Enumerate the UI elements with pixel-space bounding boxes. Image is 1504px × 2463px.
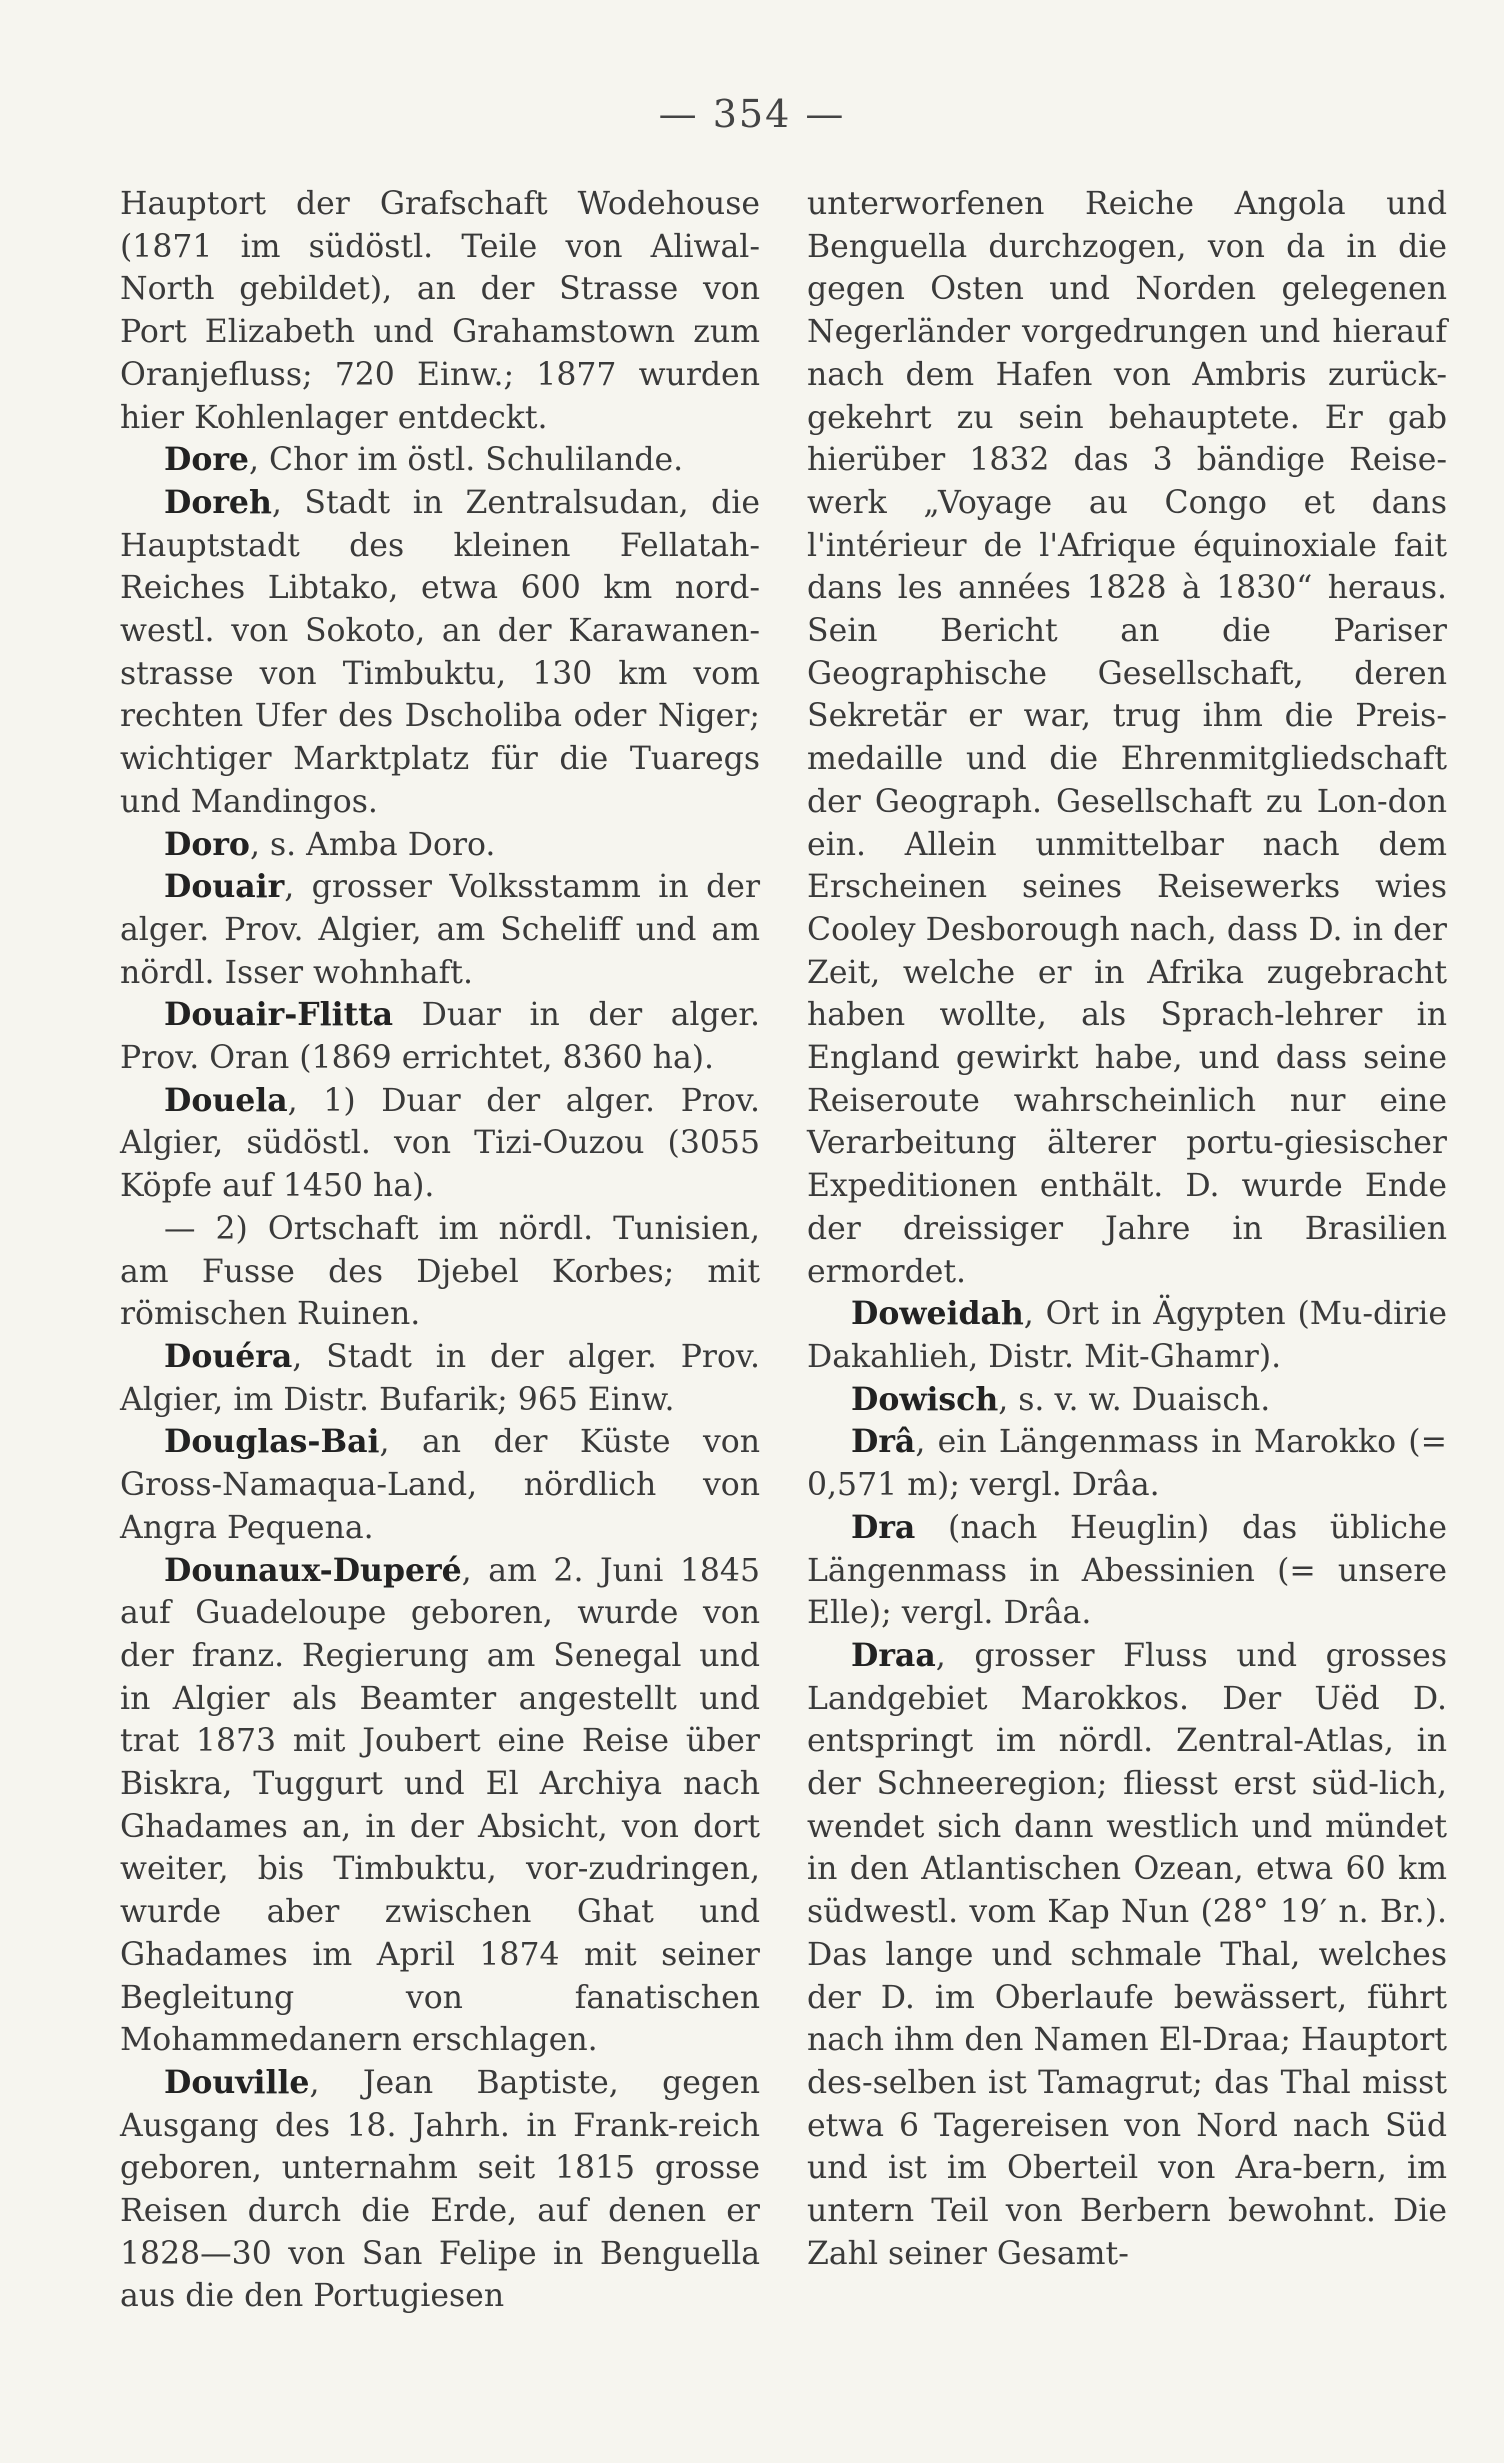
entry-paragraph (807, 1293, 1447, 1378)
left-column (120, 183, 760, 2318)
entry-text: , s. v. w. Duaisch. (998, 1381, 1271, 1418)
entry-headword: Doreh (164, 483, 272, 521)
entry-paragraph (807, 1635, 1447, 2276)
entry-text: Duar in der alger. Prov. Oran (1869 errichtet, 8360 ha). (120, 997, 760, 1077)
entry-headword: Douville (164, 2063, 310, 2101)
entry-paragraph (120, 1208, 760, 1336)
entry-paragraph (120, 1080, 760, 1208)
entry-headword: Dra (851, 1508, 916, 1546)
entry-text: , Ort in Ägypten (Mu-dirie Dakahlieh, Distr. Mit-Ghamr). (807, 1296, 1447, 1375)
entry-headword: Douéra (164, 1337, 293, 1375)
entry-paragraph (807, 1507, 1447, 1635)
entry-headword: Drâ (851, 1423, 916, 1461)
entry-headword: Doro (164, 825, 250, 863)
entry-text: , grosser Fluss und grosses Landgebiet Marokkos. Der Uëd D. entspringt im nördl. Zentral-Atlas, in der Schneeregion; fliesst erst süd-lich, wendet sich dann westlich und mündet in den Atlantischen Ozean, etwa 60 km südwestl. vom Kap Nun (28° 19′ n. Br.). Das lange und schmale Thal, welches der D. im Oberlaufe bewässert, führt nach ihm den Namen El-Draa; Hauptort des-selben ist Tamagrut; das Thal misst etwa 6 Tagereisen von Nord nach Süd und ist im Oberteil von Ara-bern, im untern Teil von Berbern bewohnt. Die Zahl seiner Gesamt- (807, 1637, 1447, 2272)
entry-headword: Douglas-Bai (164, 1423, 380, 1461)
entry-text: , Chor im östl. Schulilande. (248, 442, 684, 479)
entry-paragraph (120, 1550, 760, 2062)
entry-text: , Stadt in der alger. Prov. Algier, im Distr. Bufarik; 965 Einw. (120, 1338, 760, 1418)
entry-paragraph (120, 183, 760, 439)
entry-paragraph (120, 1421, 760, 1549)
entry-paragraph (120, 824, 760, 867)
entry-text: , 1) Duar der alger. Prov. Algier, südöstl. von Tizi-Ouzou (3055 Köpfe auf 1450 ha). (120, 1082, 760, 1205)
entry-paragraph (120, 1336, 760, 1421)
entry-headword: Dore (164, 441, 249, 479)
entry-paragraph (120, 994, 760, 1079)
page-number: — 354 — (658, 92, 846, 136)
entry-headword: Draa (851, 1636, 936, 1674)
entry-headword: Doweidah (851, 1295, 1024, 1333)
entry-headword: Dowisch (851, 1380, 999, 1418)
entry-text: (nach Heuglin) das übliche Längenmass in Abessinien (= unsere Elle); vergl. Drâa. (807, 1509, 1447, 1632)
entry-text: unterworfenen Reiche Angola und Benguella durchzogen, von da in die gegen Osten und Norden gelegenen Negerländer vorgedrungen und hierauf nach dem Hafen von Ambris zurück-gekehrt zu sein behauptete. Er gab hierüber 1832 das 3 bändige Reise-werk „Voyage au Congo et dans l'intérieur de l'Afrique équinoxiale fait dans les années 1828 à 1830“ heraus. Sein Bericht an die Pariser Geographische Gesellschaft, deren Sekretär er war, trug ihm die Preis-medaille und die Ehrenmitgliedschaft der Geograph. Gesellschaft zu Lon-don ein. Allein unmittelbar nach dem Erscheinen seines Reisewerks wies Cooley Desborough nach, dass D. in der Zeit, welche er in Afrika zugebracht haben wollte, als Sprach-lehrer in England gewirkt habe, und dass seine Reiseroute wahrscheinlich nur eine Verarbeitung älterer portu-giesischer Expeditionen enthält. D. wurde Ende der dreissiger Jahre in Brasilien ermordet. (807, 186, 1447, 1290)
entry-text: Hauptort der Grafschaft Wodehouse (1871 im südöstl. Teile von Aliwal-North gebildet), an der Strasse von Port Elizabeth und Grahamstown zum Oranjefluss; 720 Einw.; 1877 wurden hier Kohlenlager entdeckt. (120, 186, 760, 436)
entry-text: , Stadt in Zentralsudan, die Hauptstadt des kleinen Fellatah-Reiches Libtako, etwa 600 km nord-westl. von Sokoto, an der Karawanen-strasse von Timbuktu, 130 km vom rechten Ufer des Dscholiba oder Niger; wichtiger Marktplatz für die Tuaregs und Mandingos. (120, 484, 760, 820)
entry-headword: Douair-Flitta (164, 996, 394, 1034)
entry-paragraph (120, 2062, 760, 2318)
entry-paragraph (120, 482, 760, 824)
entry-text: , ein Längenmass in Marokko (= 0,571 m); vergl. Drâa. (807, 1424, 1447, 1504)
entry-headword: Dounaux-Duperé (164, 1551, 462, 1589)
entry-paragraph (120, 866, 760, 994)
entry-paragraph (807, 1379, 1447, 1422)
entry-text: — 2) Ortschaft im nördl. Tunisien, am Fusse des Djebel Korbes; mit römischen Ruinen. (120, 1210, 760, 1333)
entry-text: , an der Küste von Gross-Namaqua-Land, nördlich von Angra Pequena. (120, 1424, 760, 1546)
entry-text: , am 2. Juni 1845 auf Guadeloupe geboren, wurde von der franz. Regierung am Senegal und in Algier als Beamter angestellt und trat 1873 mit Joubert eine Reise über Biskra, Tuggurt und El Archiya nach Ghadames an, in der Absicht, von dort weiter, bis Timbuktu, vor-zudringen, wurde aber zwischen Ghat und Ghadames im April 1874 mit seiner Begleitung von fanatischen Mohammedanern erschlagen. (120, 1552, 760, 2059)
entry-headword: Douair (164, 868, 285, 906)
entry-headword: Douela (164, 1081, 288, 1119)
entry-text: , grosser Volksstamm in der alger. Prov. Algier, am Scheliff und am nördl. Isser wohnhaft. (120, 869, 760, 991)
entry-paragraph (807, 183, 1447, 1293)
entry-text: , s. Amba Doro. (249, 826, 496, 863)
entry-paragraph (120, 439, 760, 482)
right-column (807, 183, 1447, 2275)
entry-text: , Jean Baptiste, gegen Ausgang des 18. Jahrh. in Frank-reich geboren, unternahm seit 1815 grosse Reisen durch die Erde, auf denen er 1828—30 von San Felipe in Benguella aus die den Portugiesen (120, 2064, 760, 2315)
entry-paragraph (807, 1421, 1447, 1506)
